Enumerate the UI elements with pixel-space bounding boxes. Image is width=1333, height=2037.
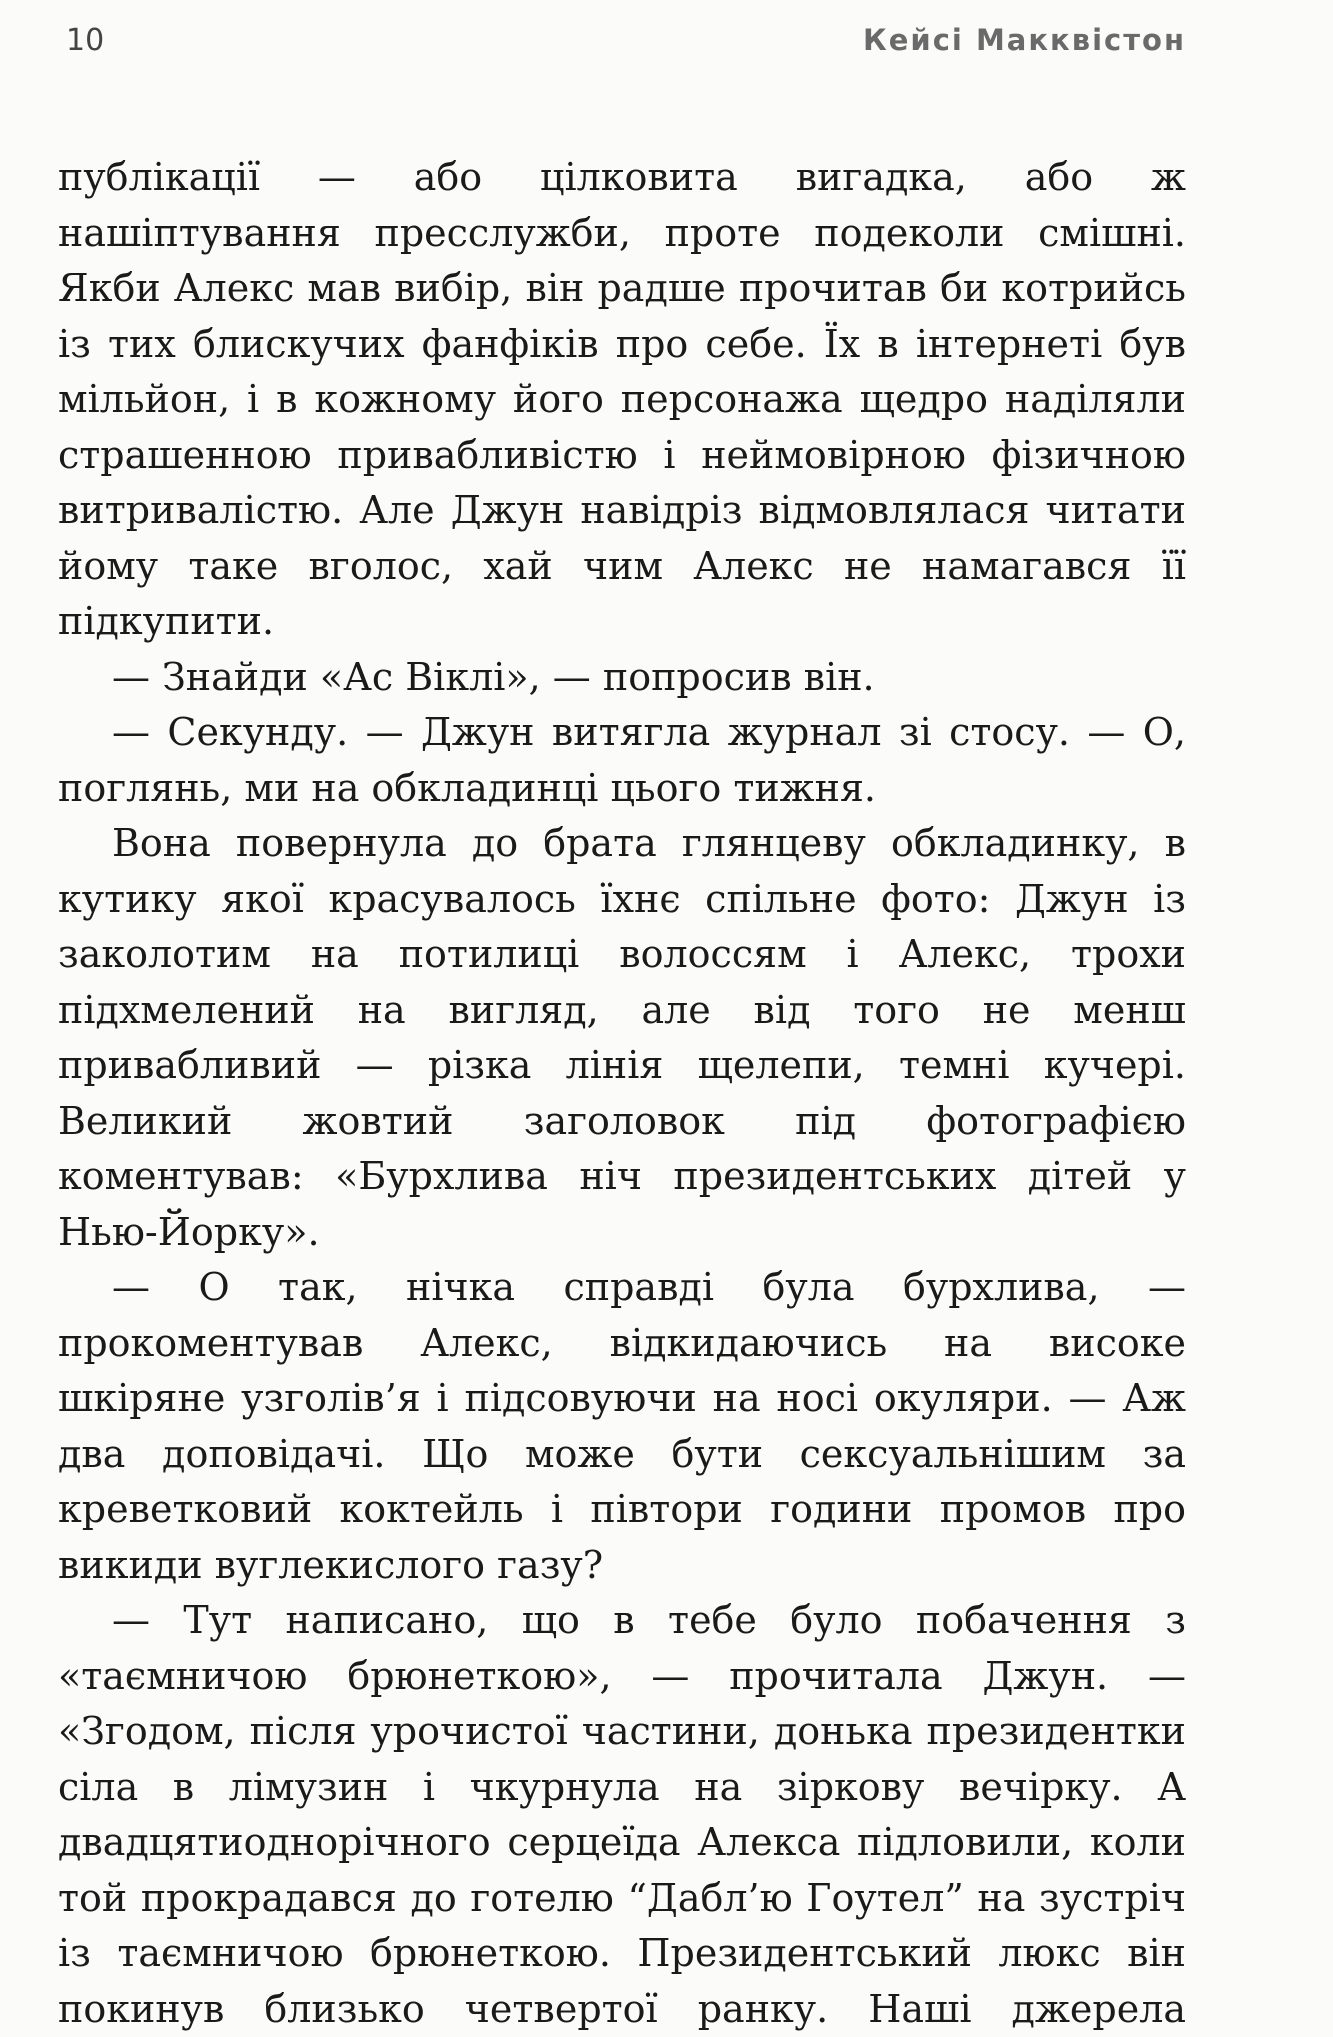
running-head-author: Кейсі Макквістон <box>863 23 1186 57</box>
page-number: 10 <box>66 22 105 58</box>
paragraph-1: публікації — або цілковита вигадка, або ж нашіптування пресслужби, проте подеколи смішні. Якби Алекс мав вибір, він радше прочитав би котрийсь із тих блискучих фанфіків про себе. Їх в інтернеті був мільйон, і в кожному його персонажа щедро наділяли страшенною привабливістю і неймовірною фізичною витривалістю. Але Джун навідріз відмовлялася читати йому таке вголос, хай чим Алекс не намагався її підкупити. <box>58 155 1186 643</box>
page-header <box>66 18 1186 62</box>
body-text <box>58 150 1186 2037</box>
paragraph-2: — Знайди «Ас Віклі», — попросив він. <box>112 654 875 699</box>
paragraph-3: — Секунду. — Джун витягла журнал зі стосу. — О, поглянь, ми на обкладинці цього тижня. <box>58 710 1186 810</box>
paragraph-6: — Тут написано, що в тебе було побачення з «таємничою брюнеткою», — прочитала Джун. — «Згодом, після урочистої частини, донька президентки сіла в лімузин і чкурнула на зіркову вечірку. А двадцятиоднорічного серцеїда Алекса підловили, коли той прокрадався до готелю “Дабл’ю Гоутел” на зустріч із таємничою брюнеткою. Президентський люкс він покинув близько четвертої ранку. Наші джерела <box>58 1598 1186 2031</box>
paragraph-4: Вона повернула до брата глянцеву обкладинку, в кутику якої красувалось їхнє спільне фото: Джун із заколотим на потилиці волоссям і Алекс, трохи підхмелений на вигляд, але від того не менш привабливий — різка лінія щелепи, темні кучері. Великий жовтий заголовок під фотографією коментував: «Бурхлива ніч президентських дітей у Нью-Йорку». <box>58 821 1186 1254</box>
paragraph-5: — О так, нічка справді була бурхлива, — прокоментував Алекс, відкидаючись на високе шкіряне узголів’я і підсовуючи на носі окуляри. — Аж два доповідачі. Що може бути сексуальнішим за креветковий коктейль і півтори години промов про викиди вуглекислого газу? <box>58 1265 1186 1587</box>
